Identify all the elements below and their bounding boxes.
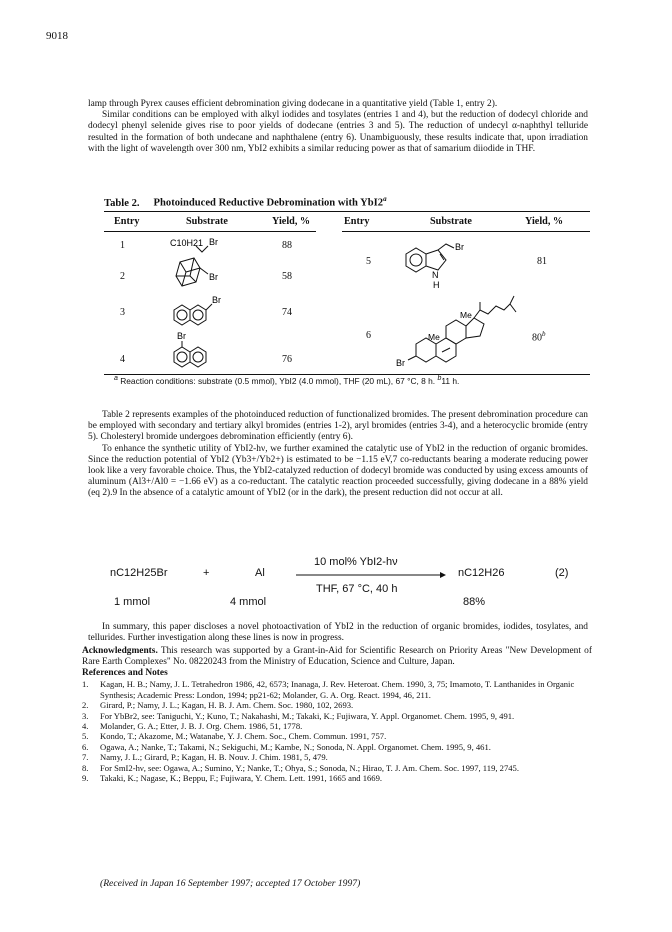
br-label-4: Br — [177, 331, 186, 341]
ack-label: Acknowledgments. — [82, 646, 158, 656]
eq-reactant-amount: 1 mmol — [114, 596, 151, 608]
table-title: Photoinduced Reductive Debromination with YbI2 — [153, 197, 384, 209]
eq-plus: + — [203, 567, 210, 579]
br-label-2: Br — [209, 272, 218, 282]
eq-above-arrow: 10 mol% YbI2-hν — [314, 556, 398, 568]
reference-text: Ogawa, A.; Nanke, T.; Takami, N.; Sekiguchi, M.; Kambe, N.; Sonoda, N. Appl. Organomet. Chem. 1995, 9, 461. — [100, 741, 491, 752]
reference-text: For YbBr2, see: Taniguchi, Y.; Kuno, T.; Nakahashi, M.; Takaki, K.; Fujiwara, Y. Appl. Organomet. Chem. 1995, 9, 491. — [100, 710, 515, 721]
reference-item — [82, 773, 592, 783]
eq-reactant: nC12H25Br — [110, 567, 168, 579]
reference-item — [82, 700, 592, 710]
eq-product: nC12H26 — [458, 567, 505, 579]
reference-number: 5. — [82, 731, 89, 742]
reference-text: Takaki, K.; Nagase, K.; Beppu, F.; Fujiwara, Y. Chem. Lett. 1991, 1665 and 1669. — [100, 773, 383, 784]
reaction-arrow-icon — [296, 570, 446, 580]
reference-item — [82, 742, 592, 752]
entry-5: 5 — [366, 256, 371, 267]
reference-item — [82, 711, 592, 721]
h-label: H — [433, 280, 440, 290]
table-footnote: $^a$ Reaction conditions: substrate (0.5 mmol), YbI2 (4.0 mmol), THF (20 mL), 67 °C, 8 h. $^b$11 h. — [114, 375, 460, 386]
entry-1: 1 — [120, 240, 125, 251]
acknowledgments — [82, 646, 592, 668]
received-line: (Received in Japan 16 September 1997; accepted 17 October 1997) — [100, 878, 361, 889]
indole-pyrrole-ring — [426, 250, 446, 270]
entry-3: 3 — [120, 307, 125, 318]
reference-item — [82, 763, 592, 773]
intro-paragraph-1: lamp through Pyrex causes efficient debromination giving dodecane in a quantitative yield (Table 1, entry 2). — [88, 99, 498, 109]
yield-6: 80$^b$ — [532, 330, 546, 344]
reference-item — [82, 752, 592, 762]
table-caption: Table 2. Photoinduced Reductive Debromination with YbI2$^a$ — [104, 195, 387, 209]
eq-reagent-amount: 4 mmol — [230, 596, 267, 608]
reference-item — [82, 731, 592, 741]
reference-item — [82, 721, 592, 731]
header-entry-left: Entry — [114, 216, 140, 227]
n-label: N — [432, 270, 439, 280]
br-label-3: Br — [212, 295, 221, 305]
table-label: Table 2. — [104, 197, 140, 209]
intro-text — [88, 99, 588, 155]
reference-number: 6. — [82, 741, 89, 752]
reference-number: 7. — [82, 752, 89, 763]
br-label-6: Br — [396, 358, 405, 368]
me-label-1: Me — [460, 310, 472, 320]
reference-item — [82, 679, 592, 700]
eq-number: (2) — [555, 567, 569, 579]
header-yield-left: Yield, % — [272, 216, 311, 227]
yield-5: 81 — [537, 256, 547, 267]
adamantane-cage — [176, 258, 200, 286]
steroid-ring-c — [446, 320, 466, 344]
eq-below-arrow: THF, 67 °C, 40 h — [316, 583, 398, 595]
reference-text: For SmI2-hν, see: Ogawa, A.; Sumino, Y.; Nanke, T.; Ohya, S.; Sonoda, N.; Hirao, T. J. Am. Chem. Soc. 1997, 119, 2745. — [100, 762, 519, 773]
summary-text: In summary, this paper discloses a novel photoactivation of YbI2 in the reduction of organic bromides, iodides, tosylates, and tellurides. Further investigation along these lines is now in progress. — [88, 622, 588, 644]
entry-4: 4 — [120, 354, 125, 365]
naphthalene-ring-4 — [190, 347, 206, 367]
body-text — [88, 410, 588, 500]
reference-text: Namy, J. L.; Girard, P.; Kagan, H. B. Nouv. J. Chim. 1981, 5, 479. — [100, 752, 328, 763]
table-rule-top — [104, 211, 590, 212]
br-label-1: Br — [209, 237, 218, 247]
yield-1: 88 — [282, 240, 292, 251]
eq-product-yield: 88% — [463, 596, 486, 608]
reference-text: Molander, G. A.; Etter, J. B. J. Org. Chem. 1986, 51, 1778. — [100, 721, 303, 732]
reference-number: 2. — [82, 700, 89, 711]
header-substrate-left: Substrate — [186, 216, 228, 227]
references-heading: References and Notes — [82, 668, 168, 678]
eq-reagent: Al — [255, 567, 265, 579]
entry-6: 6 — [366, 330, 371, 341]
naphthalene-ring-3 — [174, 347, 190, 367]
naphthalene-ring-1 — [174, 305, 190, 325]
reference-text: Girard, P.; Namy, J. L.; Kagan, H. B. J. Am. Chem. Soc. 1980, 102, 2693. — [100, 700, 354, 711]
ack-text: This research was supported by a Grant-in-Aid for Scientific Research on Priority Areas "New Development of Rare Earth Complexes" No. 08220243 from the Ministry of Education, Science and Culture, Japan. — [82, 646, 592, 668]
c10h21-label: C10H21 — [170, 238, 204, 248]
yield-3: 74 — [282, 307, 292, 318]
header-yield-right: Yield, % — [525, 216, 564, 227]
structures-left — [150, 232, 270, 372]
structures-right — [376, 232, 536, 372]
naphthalene-ring-2 — [190, 305, 206, 325]
yield-2: 58 — [282, 271, 292, 282]
reference-number: 8. — [82, 762, 89, 773]
indole-benzene-ring — [406, 248, 426, 272]
intro-paragraph-2: Similar conditions can be employed with alkyl iodides and tosylates (entries 1 and 4), but the reduction of dodecyl chloride and dodecyl phenyl selenide gives rise to poor yields of dodecane (entries 3 and 5). The reduction of undecyl α-naphthyl telluride resulted in the formation of both undecane and naphthalene (entry 6). Unambiguously, these results indicate that, upon irradiation with the light of wavelength over 300 nm, YbI2 exhibits a similar reducing power as that of samarium diiodide in THF. — [88, 110, 588, 154]
reference-number: 4. — [82, 721, 89, 732]
reference-number: 3. — [82, 710, 89, 721]
reference-text: Kagan, H. B.; Namy, J. L. Tetrahedron 1986, 42, 6573; Inanaga, J. Rev. Heteroat. Chem. 1990, 3, 75; Imamoto, T. Lanthanides in Organic Synthesis; Academic Press: London, 1994; pp21-62; Molander, G. A. Org. React. 1994, 46, 211. — [100, 679, 575, 700]
header-entry-right: Entry — [344, 216, 370, 227]
reference-number: 9. — [82, 773, 89, 784]
steroid-ring-d — [466, 318, 484, 338]
yield-4: 76 — [282, 354, 292, 365]
header-substrate-right: Substrate — [430, 216, 472, 227]
body-paragraph-2: To enhance the synthetic utility of YbI2-hν, we further examined the catalytic use of YbI2 in the reduction of organic bromides. Since the reduction potential of YbI2 (Yb3+/Yb2+) is estimated to be −1.15 eV,7 co-reductants bearing a moderate reducing power look like a very favorable choice. Thus, the YbI2-catalyzed reduction of dodecyl bromide was conducted by using excess amounts of aluminum (Al3+/Al0 = −1.66 eV) as a co-reductant. The catalytic reaction proceeded successfully, giving dodecane in a 88% yield (eq 2).9 In the absence of a catalytic amount of YbI2 (or in the dark), the present reduction did not occur at all. — [88, 443, 588, 499]
reference-number: 1. — [82, 679, 89, 690]
page-number: 9018 — [46, 30, 68, 42]
references — [82, 668, 592, 783]
entry-2: 2 — [120, 271, 125, 282]
br-label-5: Br — [455, 242, 464, 252]
me-label-2: Me — [428, 332, 440, 342]
reference-text: Kondo, T.; Akazome, M.; Watanabe, Y. J. Chem. Soc., Chem. Commun. 1991, 757. — [100, 731, 387, 742]
body-paragraph-1: Table 2 represents examples of the photoinduced reduction of functionalized bromides. The present debromination procedure can be employed with secondary and tertiary alkyl bromides (entries 1-2), aryl bromides (entries 3-4), and a heterocyclic bromide (entry 5). Cholesteryl bromide undergoes debromination efficiently (entry 6). — [88, 410, 588, 443]
